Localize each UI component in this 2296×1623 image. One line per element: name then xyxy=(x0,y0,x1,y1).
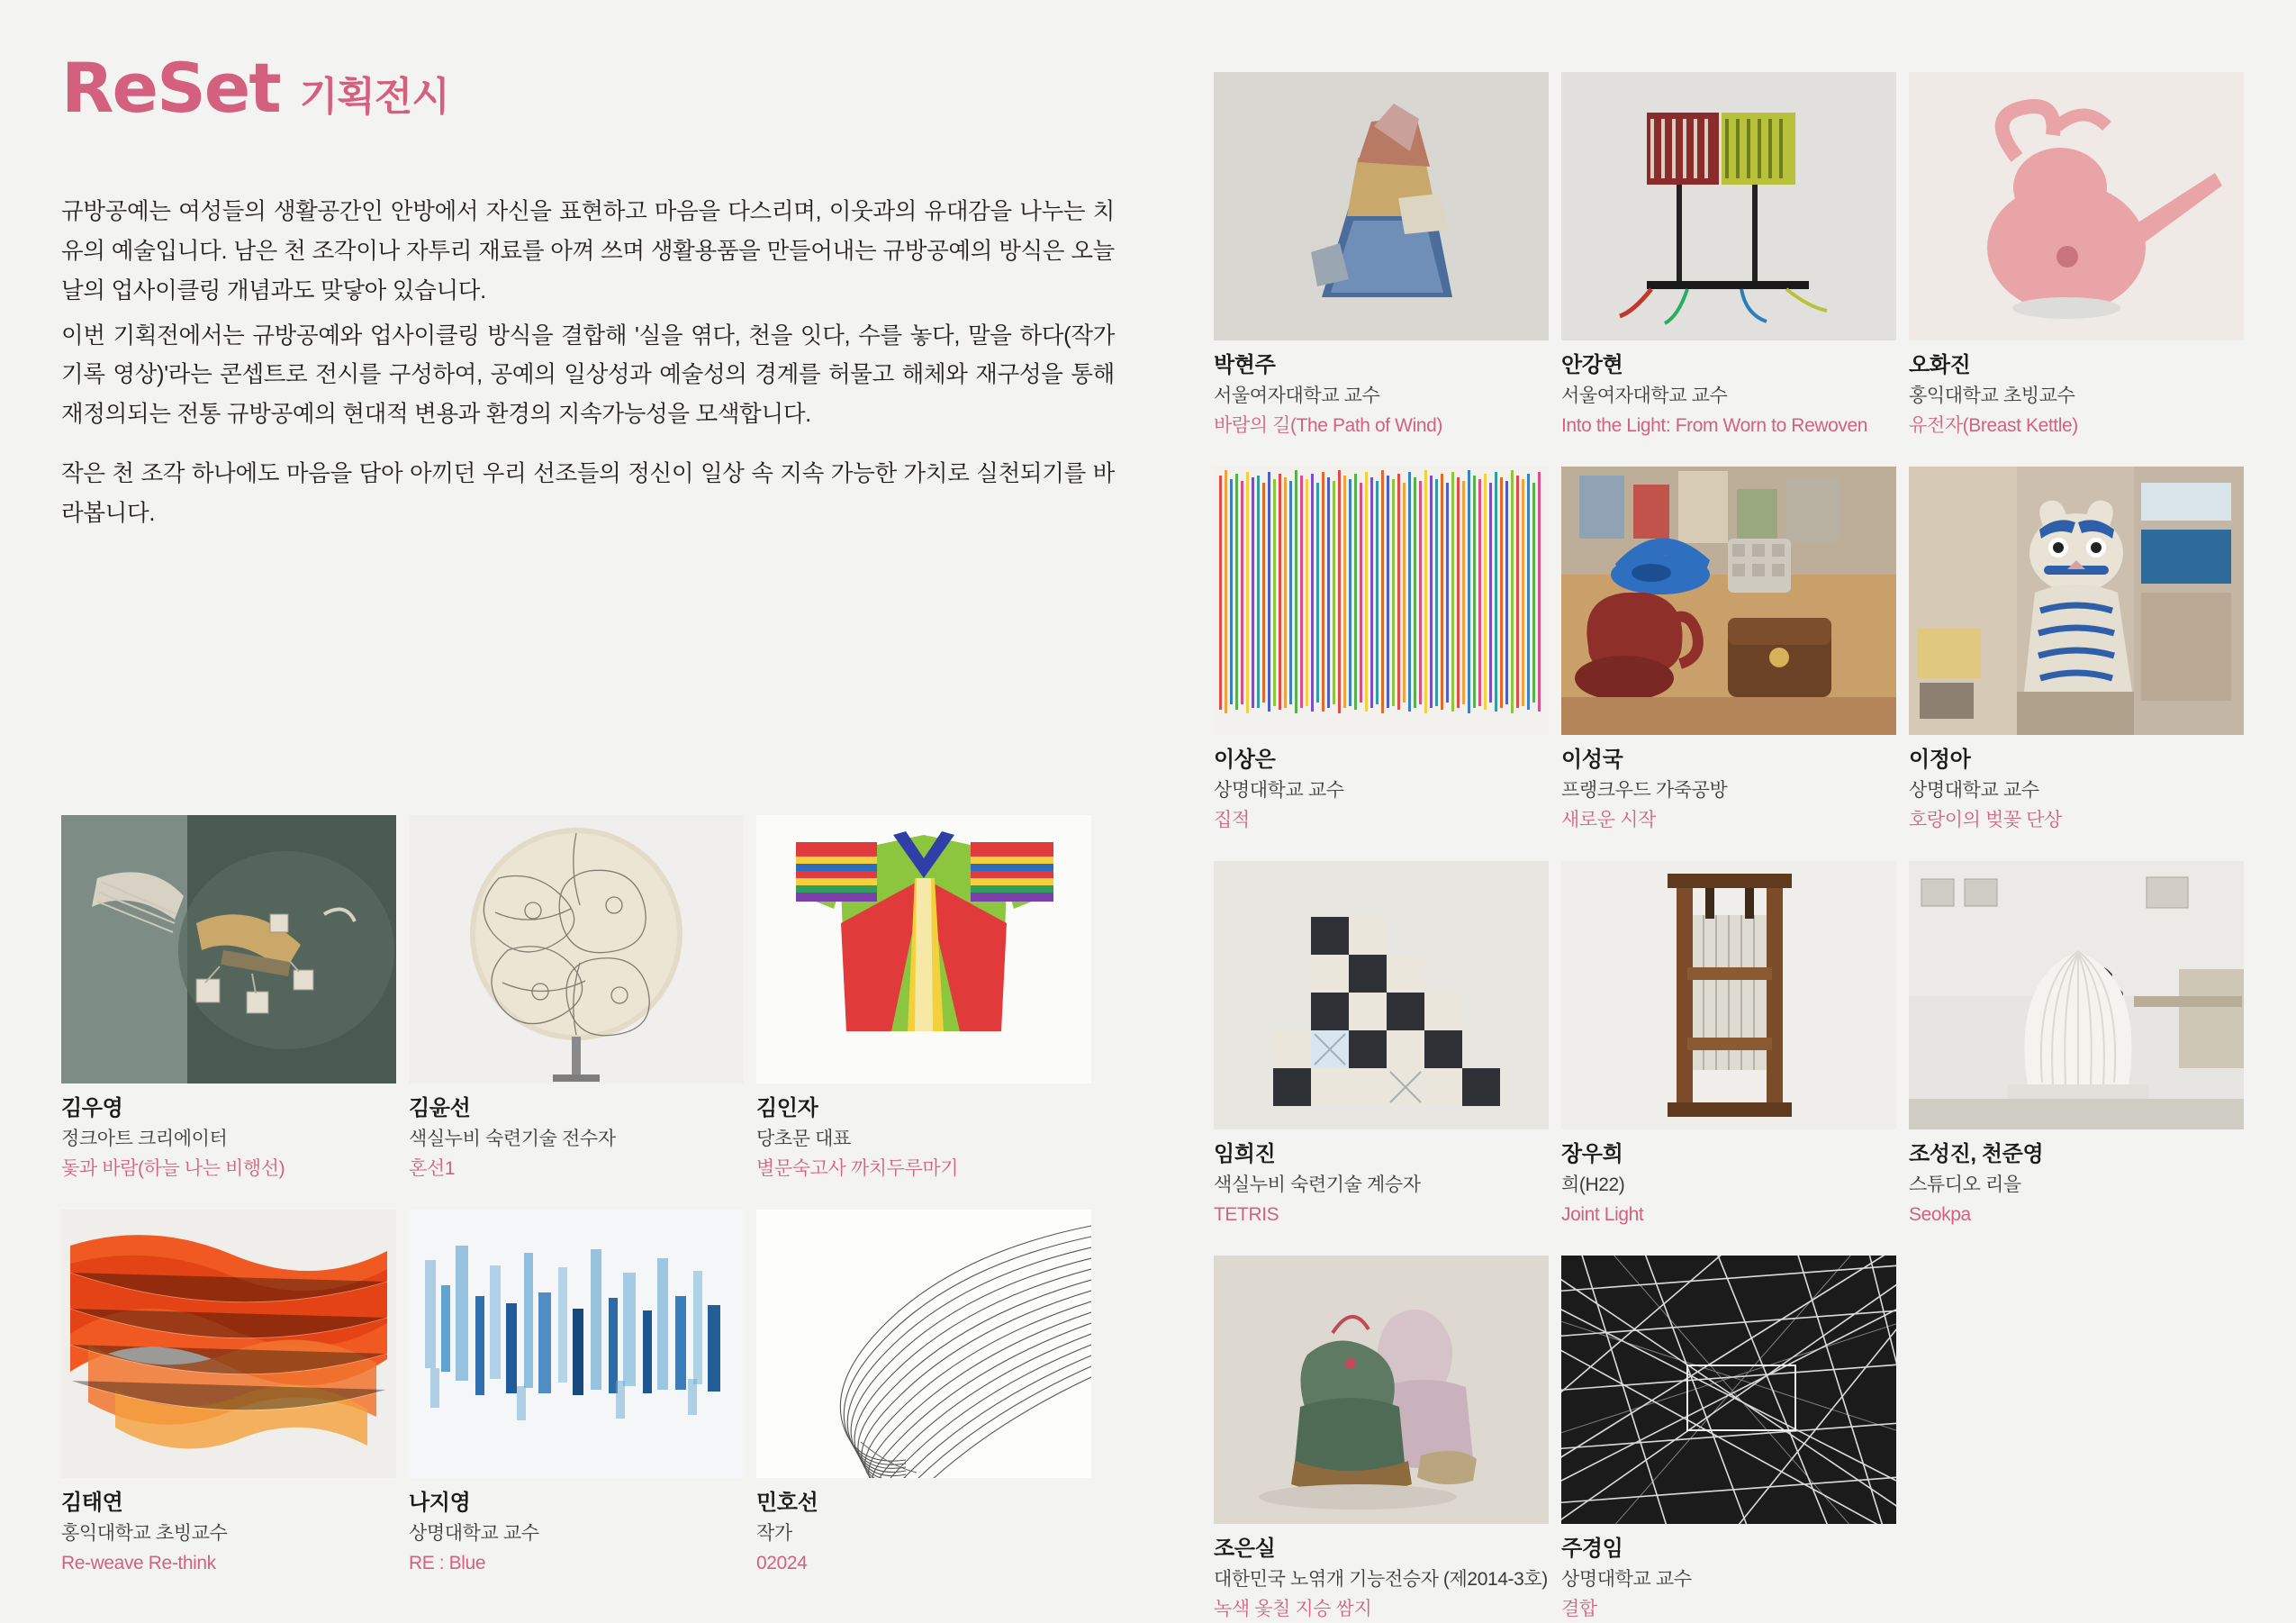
artist-name: 김우영 xyxy=(61,1096,123,1120)
artist-role: 프랭크우드 가죽공방 xyxy=(1561,780,1728,802)
artwork-title: Joint Light xyxy=(1561,1204,1644,1226)
artwork-caption xyxy=(1909,340,2244,440)
artwork-card[interactable] xyxy=(61,1210,396,1577)
artwork-caption xyxy=(1561,1524,1896,1623)
artwork-grid-right xyxy=(1214,72,2244,1623)
artwork-card[interactable] xyxy=(1909,861,2244,1229)
artist-name: 민호선 xyxy=(756,1491,818,1516)
artwork-caption xyxy=(1214,1524,1549,1623)
artist-role: 홍익대학교 초빙교수 xyxy=(61,1523,228,1545)
artist-name: 김인자 xyxy=(756,1096,818,1120)
artwork-image-pink-felt-kettle[interactable] xyxy=(1909,72,2244,340)
artwork-image-wooden-loom-frame[interactable] xyxy=(1561,861,1896,1129)
artwork-title: 유전자(Breast Kettle) xyxy=(1909,415,2078,437)
artist-name: 오화진 xyxy=(1909,353,1971,377)
artwork-card[interactable] xyxy=(1214,1256,1549,1623)
artwork-row xyxy=(1214,1256,2244,1623)
artwork-title: Re-weave Re-think xyxy=(61,1553,216,1574)
artwork-title: 별문숙고사 까치두루마기 xyxy=(756,1158,959,1180)
artist-name: 김윤선 xyxy=(409,1096,471,1120)
artwork-caption xyxy=(1909,735,2244,834)
artwork-image-round-embroidered-fan[interactable] xyxy=(409,815,744,1084)
artwork-image-woven-lamp-pair[interactable] xyxy=(1561,72,1896,340)
artwork-caption xyxy=(756,1478,1091,1577)
artist-name: 주경임 xyxy=(1561,1537,1623,1562)
artwork-row xyxy=(1214,861,2244,1229)
artwork-title: Into the Light: From Worn to Rewoven xyxy=(1561,415,1868,437)
artwork-caption xyxy=(1214,1129,1549,1229)
artist-role: 서울여자대학교 교수 xyxy=(1214,385,1380,407)
artist-name: 임희진 xyxy=(1214,1142,1276,1167)
artist-name: 안강현 xyxy=(1561,353,1623,377)
artwork-caption xyxy=(1561,340,1896,440)
artwork-grid-left xyxy=(61,815,1091,1577)
artwork-title: Seokpa xyxy=(1909,1204,1971,1226)
artist-role: 홍익대학교 초빙교수 xyxy=(1909,385,2075,407)
artwork-title: RE : Blue xyxy=(409,1553,486,1574)
artwork-card[interactable] xyxy=(1214,861,1549,1229)
logo-sub-text: 기획전시 xyxy=(299,75,449,119)
artwork-image-leather-goods-table[interactable] xyxy=(1561,467,1896,735)
artist-role: 상명대학교 교수 xyxy=(409,1523,539,1545)
artwork-card[interactable] xyxy=(61,815,396,1183)
artwork-caption xyxy=(409,1084,744,1183)
artwork-caption xyxy=(1214,735,1549,834)
artwork-image-blue-brush-strokes[interactable] xyxy=(409,1210,744,1478)
artist-name: 장우희 xyxy=(1561,1142,1623,1167)
artwork-title: 집적 xyxy=(1214,810,1250,831)
artwork-card[interactable] xyxy=(1561,467,1896,834)
artist-role: 상명대학교 교수 xyxy=(1561,1569,1692,1591)
artwork-row xyxy=(1214,72,2244,440)
artwork-image-junk-art-airship[interactable] xyxy=(61,815,396,1084)
artwork-caption xyxy=(61,1084,396,1183)
artwork-image-tetris-fabric-blocks[interactable] xyxy=(1214,861,1549,1129)
artwork-image-green-pouch-pair[interactable] xyxy=(1214,1256,1549,1524)
artwork-caption xyxy=(1214,340,1549,440)
artist-role: 색실누비 숙련기술 전수자 xyxy=(409,1129,616,1150)
artwork-image-colored-thread-stripes[interactable] xyxy=(1214,467,1549,735)
artist-role: 희(H22) xyxy=(1561,1174,1625,1196)
artwork-caption xyxy=(1561,735,1896,834)
artist-role: 당초문 대표 xyxy=(756,1129,851,1150)
artist-name: 이정아 xyxy=(1909,748,1971,773)
artwork-image-white-ribbed-vase[interactable] xyxy=(1909,861,2244,1129)
artist-name: 조성진, 천준영 xyxy=(1909,1142,2044,1167)
artist-name: 박현주 xyxy=(1214,353,1276,377)
artist-role: 대한민국 노엮개 기능전승자 (제2014-3호) xyxy=(1214,1569,1548,1591)
artwork-card[interactable] xyxy=(756,1210,1091,1577)
intro-paragraph-1: 규방공예는 여성들의 생활공간인 안방에서 자신을 표현하고 마음을 다스리며, 이웃과의 유대감을 나누는 치유의 예술입니다. 남은 천 조각이나 자투리 재료를 아껴 쓰며 생활용품을 만들어내는 규방공예의 방식은 오늘날의 업사이클링 개념과도 맞닿아 있습니다. xyxy=(61,199,1115,304)
intro-paragraph-2: 이번 기획전에서는 규방공예와 업사이클링 방식을 결합해 '실을 엮다, 천을 잇다, 수를 놓다, 말을 하다(작가 기록 영상)'라는 콘셉트로 전시를 구성하여, 공예의 일상성과 예술성의 경계를 허물고 해체와 재구성을 통해 재정의되는 전통 규방공예의 현대적 변용과 환경의 지속가능성을 모색합니다. xyxy=(61,322,1115,428)
artwork-caption xyxy=(1561,1129,1896,1229)
artist-name: 이상은 xyxy=(1214,748,1276,773)
artwork-image-pencil-line-curve[interactable] xyxy=(756,1210,1091,1478)
artwork-title: 결합 xyxy=(1561,1599,1597,1620)
artwork-title: 혼선1 xyxy=(409,1158,456,1180)
artwork-title: 새로운 시작 xyxy=(1561,810,1656,831)
logo-main-text: ReSet xyxy=(61,48,280,128)
artwork-title: 바람의 길(The Path of Wind) xyxy=(1214,415,1443,437)
artist-role: 색실누비 숙련기술 계승자 xyxy=(1214,1174,1421,1196)
artist-role: 상명대학교 교수 xyxy=(1214,780,1344,802)
artwork-row xyxy=(61,815,1091,1183)
artist-name: 김태연 xyxy=(61,1491,123,1516)
artwork-title: 02024 xyxy=(756,1553,808,1574)
artist-role: 상명대학교 교수 xyxy=(1909,780,2039,802)
artwork-card[interactable] xyxy=(1561,861,1896,1229)
artwork-image-black-white-lines[interactable] xyxy=(1561,1256,1896,1524)
intro-paragraphs xyxy=(61,193,1115,534)
artist-role: 스튜디오 리을 xyxy=(1909,1174,2021,1196)
artist-name: 조은실 xyxy=(1214,1537,1276,1562)
artwork-card[interactable] xyxy=(756,815,1091,1183)
artwork-caption xyxy=(409,1478,744,1577)
artwork-card[interactable] xyxy=(1561,1256,1896,1623)
artwork-card[interactable] xyxy=(1561,72,1896,440)
artist-name: 나지영 xyxy=(409,1491,471,1516)
artwork-card[interactable] xyxy=(1909,72,2244,440)
artist-role: 작가 xyxy=(756,1523,792,1545)
artwork-image-orange-mesh-textile[interactable] xyxy=(61,1210,396,1478)
artwork-card[interactable] xyxy=(1214,72,1549,440)
artwork-card[interactable] xyxy=(409,815,744,1183)
artwork-caption xyxy=(756,1084,1091,1183)
artwork-caption xyxy=(1909,1129,2244,1229)
artwork-image-tiger-painting-wall[interactable] xyxy=(1909,467,2244,735)
artwork-row xyxy=(61,1210,1091,1577)
artwork-title: 호랑이의 벚꽃 단상 xyxy=(1909,810,2062,831)
artist-name: 이성국 xyxy=(1561,748,1623,773)
artwork-title: 녹색 옻칠 지승 쌈지 xyxy=(1214,1599,1372,1620)
artwork-card[interactable] xyxy=(409,1210,744,1577)
artwork-card[interactable] xyxy=(1214,467,1549,834)
intro-block xyxy=(61,48,1115,539)
artwork-card[interactable] xyxy=(1909,467,2244,834)
artist-role: 서울여자대학교 교수 xyxy=(1561,385,1728,407)
artwork-title: TETRIS xyxy=(1214,1204,1279,1226)
artist-role: 정크아트 크리에이터 xyxy=(61,1129,228,1150)
artwork-image-colorful-hanbok[interactable] xyxy=(756,815,1091,1084)
artwork-image-bundle-fabric-sculpture[interactable] xyxy=(1214,72,1549,340)
artwork-caption xyxy=(61,1478,396,1577)
artwork-title: 돛과 바람(하늘 나는 비행선) xyxy=(61,1158,285,1180)
exhibition-logo xyxy=(61,48,1115,128)
intro-paragraph-3: 작은 천 조각 하나에도 마음을 담아 아끼던 우리 선조들의 정신이 일상 속 지속 가능한 가치로 실천되기를 바라봅니다. xyxy=(61,461,1115,527)
artwork-row xyxy=(1214,467,2244,834)
